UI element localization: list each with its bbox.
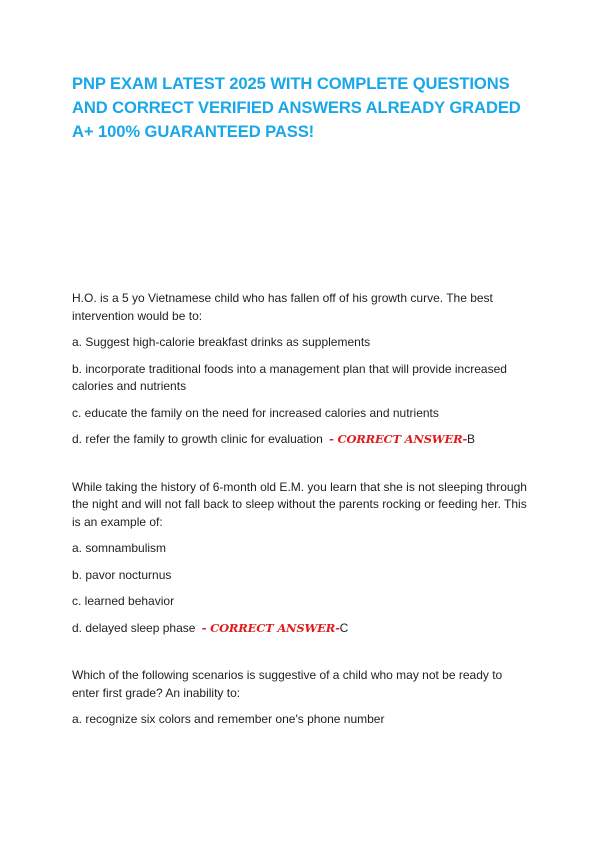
answer-option-text: d. refer the family to growth clinic for evaluation	[72, 432, 323, 446]
answer-option: a. Suggest high-calorie breakfast drinks as supplements	[72, 335, 371, 349]
answer-option: a. recognize six colors and remember one's phone number	[72, 712, 385, 726]
answer-option: b. pavor nocturnus	[72, 567, 172, 582]
question-block-3	[72, 667, 532, 729]
correct-answer-value: B	[467, 432, 476, 446]
answer-option-text: d. delayed sleep phase	[72, 620, 196, 635]
answer-option-with-key	[72, 620, 532, 638]
answer-option: c. educate the family on the need for increased calories and nutrients	[72, 405, 439, 420]
answer-option: b. incorporate traditional foods into a management plan that will provide increased calories and nutrients	[72, 361, 507, 393]
question-text: Which of the following scenarios is suggestive of a child who may not be ready to enter first grade? An inability to:	[72, 668, 503, 700]
question-block-1	[72, 290, 532, 449]
question-text: While taking the history of 6-month old E.M. you learn that she is not sleeping through the night and will not fall back to sleep without the parents rocking or feeding her. This is an example of:	[72, 479, 527, 529]
question-block-2	[72, 479, 532, 638]
answer-option-with-key	[72, 431, 532, 449]
answer-option: a. somnambulism	[72, 541, 167, 555]
correct-answer-label: - CORRECT ANSWER-	[201, 620, 340, 635]
question-list	[72, 290, 532, 759]
correct-answer-value: C	[339, 620, 349, 635]
correct-answer-label: - CORRECT ANSWER-	[329, 432, 468, 446]
document-title: PNP EXAM LATEST 2025 WITH COMPLETE QUESTIONS AND CORRECT VERIFIED ANSWERS ALREADY GRADED A+ 100% GUARANTEED PASS!	[72, 74, 521, 141]
answer-option: c. learned behavior	[72, 594, 175, 608]
question-text: H.O. is a 5 yo Vietnamese child who has fallen off of his growth curve. The best intervention would be to:	[72, 291, 493, 323]
